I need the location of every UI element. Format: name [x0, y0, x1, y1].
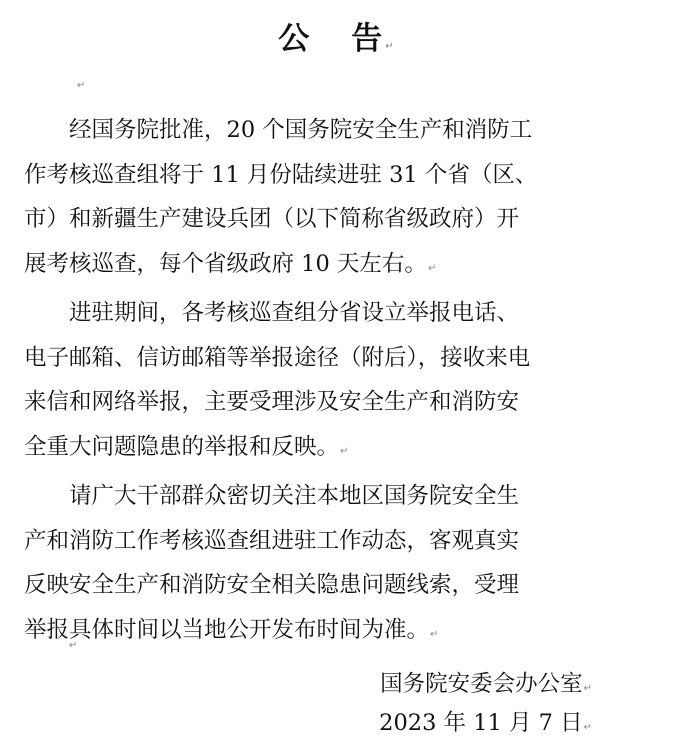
issuer-name: 国务院安委会办公室 — [380, 671, 583, 697]
text-line: 电子邮箱、信访邮箱等举报途径（附后），接收来电 — [24, 344, 531, 371]
issue-date-text: 2023 年 11 月 7 日 — [379, 710, 583, 736]
paragraph-mark: ↵ — [430, 628, 439, 640]
text-line: 经国务院批准，20 个国务院安全生产和消防工 — [69, 117, 533, 143]
text-line: 来信和网络举报，主要受理涉及安全生产和消防安 — [24, 389, 520, 415]
paragraph-mark: ↵ — [340, 445, 349, 457]
notice-body — [24, 108, 629, 657]
paragraph-1 — [24, 108, 629, 291]
paragraph-2 — [24, 291, 629, 474]
title-char-2: 告 — [351, 21, 385, 57]
text-line: 举报具体时间以当地公开发布时间为准。↵ — [24, 616, 439, 643]
text-line: 产和消防工作考核巡查组进驻工作动态，客观真实 — [24, 527, 520, 554]
text-line: 市）和新疆生产建设兵团（以下简称省级政府）开 — [24, 206, 520, 232]
paragraph-mark: ↵ — [427, 262, 437, 274]
text-line: 进驻期间，各考核巡查组分省设立举报电话、 — [69, 300, 520, 326]
text-line: 全重大问题隐患的举报和反映。↵ — [24, 433, 349, 460]
text-line: 展考核巡查，每个省级政府 10 天左右。↵ — [24, 250, 437, 277]
text-line: 作考核巡查组将于 11 月份陆续进驻 31 个省（区、 — [24, 161, 538, 188]
title-char-1: 公 — [278, 21, 312, 57]
paragraph-mark: ↵ — [77, 80, 86, 91]
paragraph-mark: ↵ — [385, 41, 396, 52]
paragraph-3 — [24, 474, 629, 657]
text-line: 反映安全生产和消防安全相关隐患问题线索，受理 — [24, 572, 520, 598]
paragraph-mark: ↵ — [583, 722, 592, 733]
page-title — [0, 14, 674, 72]
paragraph-mark: ↵ — [583, 683, 592, 694]
paragraph-mark: ↵ — [69, 640, 78, 651]
text-line: 请广大干部群众密切关注本地区国务院安全生 — [69, 483, 520, 509]
issue-date — [379, 703, 592, 748]
